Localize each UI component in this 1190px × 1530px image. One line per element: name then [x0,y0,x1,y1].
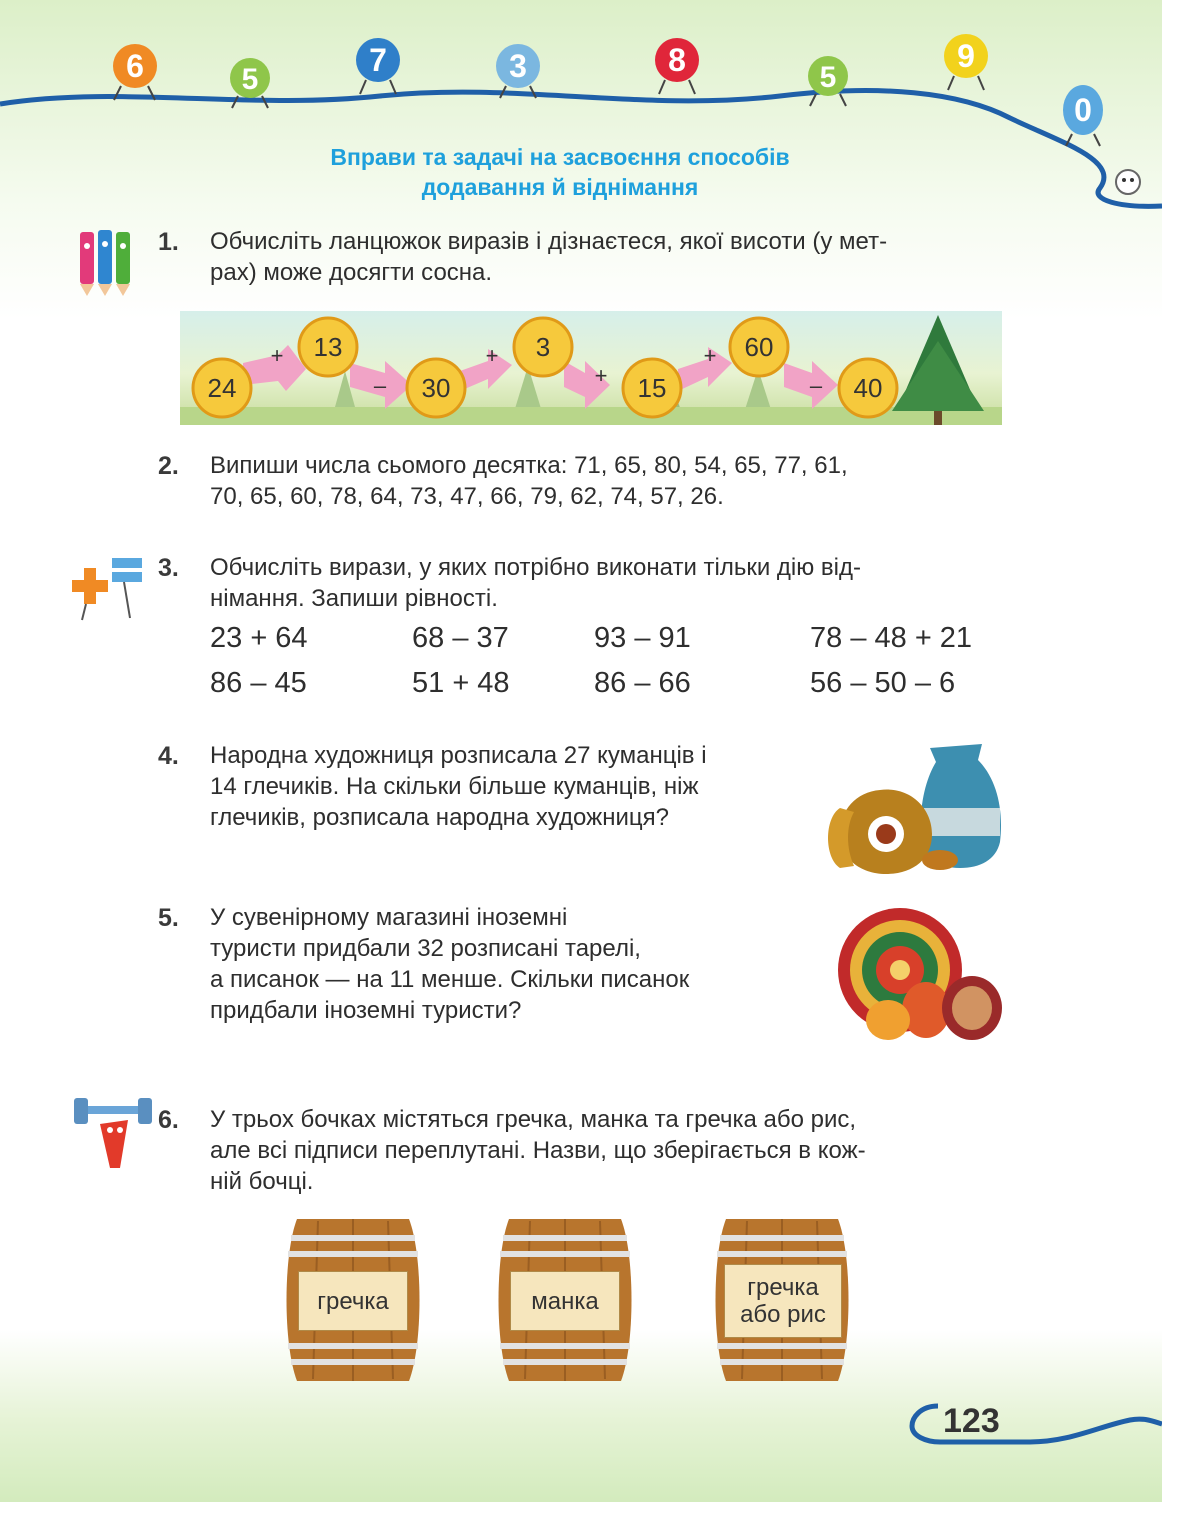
task4-text [210,740,707,833]
chain-operator-2: – [373,373,387,398]
weightlifter-icon [70,1090,160,1174]
svg-text:15: 15 [637,373,667,403]
chain-operator-3: + [485,343,499,368]
chain-value-7 [839,359,897,417]
barrel-2-label: манка [510,1271,620,1331]
task3-text [210,552,861,614]
task1-line1: Обчисліть ланцюжок виразів і дізнаєтеся, якої висоти (у мет- [210,228,888,255]
chain-value-5 [623,359,681,417]
expression: 93 – 91 [594,622,691,654]
task2-line2: 70, 65, 60, 78, 64, 73, 47, 66, 79, 62, 74, 57, 26. [210,483,724,510]
task1-number: 1. [158,228,179,256]
character-5b [808,56,848,106]
svg-text:13: 13 [313,332,343,362]
task1-line2: рах) може досягти сосна. [210,259,493,286]
chain-operator-6: – [809,373,823,398]
task1-text [210,226,887,288]
small-character [1116,170,1140,194]
character-9 [944,34,988,90]
task6-line2: але всі підписи переплутані. Назви, що зберігається в кож- [210,1137,866,1164]
character-3 [496,44,540,98]
task4-line1: Народна художниця розписала 27 куманців і [210,742,707,769]
character-0 [1063,85,1103,146]
svg-text:5: 5 [819,61,837,94]
task4-line3: глечиків, розписала народна художниця? [210,804,669,831]
painted-plate-and-eggs-image [822,906,1006,1042]
character-7 [356,38,400,94]
barrel-3-label: гречка або рис [724,1264,842,1338]
section-heading-line1: Вправи та задачі на засвоєння способів [330,144,790,170]
chain-illustration [180,311,1002,425]
chain-operator-5: + [703,343,717,368]
calculation-chain [180,311,1002,425]
barrel-1-label: гречка [298,1271,408,1331]
svg-text:8: 8 [668,42,686,78]
footer-wave [890,1400,1162,1450]
task6-line1: У трьох бочках містяться гречка, манка та гречка або рис, [210,1106,857,1133]
page-margin-bottom [0,1502,1190,1530]
task2-text [210,450,848,512]
chain-value-1 [193,359,251,417]
expression: 56 – 50 – 6 [810,667,956,699]
svg-text:60: 60 [744,332,774,362]
task3-number: 3. [158,554,179,582]
chain-operator-1: + [270,343,284,368]
task3-line1: Обчисліть вирази, у яких потрібно виконати тільки дію від- [210,554,861,581]
svg-text:7: 7 [369,42,387,78]
expression: 78 – 48 + 21 [810,622,973,654]
task5-line2: туристи придбали 32 розписані тарелі, [210,935,641,962]
task6-number: 6. [158,1106,179,1134]
task6-text [210,1104,866,1197]
character-6-digit: 6 [126,48,144,84]
expression: 68 – 37 [412,622,509,654]
task5-line1: У сувенірному магазині іноземні [210,904,568,931]
chain-value-6 [730,318,788,376]
svg-text:9: 9 [957,38,975,74]
task6-line3: ній бочці. [210,1168,314,1195]
character-8 [655,38,699,94]
math-signs-icon [66,548,156,628]
svg-text:30: 30 [421,373,451,403]
section-heading-line2: додавання й віднімання [421,174,699,200]
chain-value-3 [407,359,465,417]
task5-line4: придбали іноземні туристи? [210,997,522,1024]
character-6 [113,44,157,100]
chain-value-2 [299,318,357,376]
task4-line2: 14 глечиків. На скільки більше куманців, ніж [210,773,699,800]
page-margin-right [1162,0,1190,1530]
task2-number: 2. [158,452,179,480]
task3-line2: німання. Запиши рівності. [210,585,498,612]
svg-text:24: 24 [207,373,237,403]
pencils-icon [68,226,154,298]
svg-text:0: 0 [1074,92,1092,128]
svg-text:40: 40 [853,373,883,403]
pine-tree [892,315,984,425]
svg-text:5: 5 [241,63,259,96]
chain-operator-4: + [594,363,608,388]
chain-value-4 [514,318,572,376]
svg-text:3: 3 [535,332,551,362]
page-number: 123 [943,1402,1000,1440]
task5-text [210,902,689,1026]
expression: 86 – 66 [594,667,691,699]
task4-number: 4. [158,742,179,770]
expression: 23 + 64 [210,622,308,654]
expression: 51 + 48 [412,667,510,699]
task5-line3: а писанок — на 11 менше. Скільки писанок [210,966,690,993]
task5-number: 5. [158,904,179,932]
svg-text:3: 3 [509,48,527,84]
expression: 86 – 45 [210,667,307,699]
task2-line1: Випиши числа сьомого десятка: 71, 65, 80, 54, 65, 77, 61, [210,452,848,479]
pottery-image [820,738,1006,878]
section-heading [240,142,880,202]
